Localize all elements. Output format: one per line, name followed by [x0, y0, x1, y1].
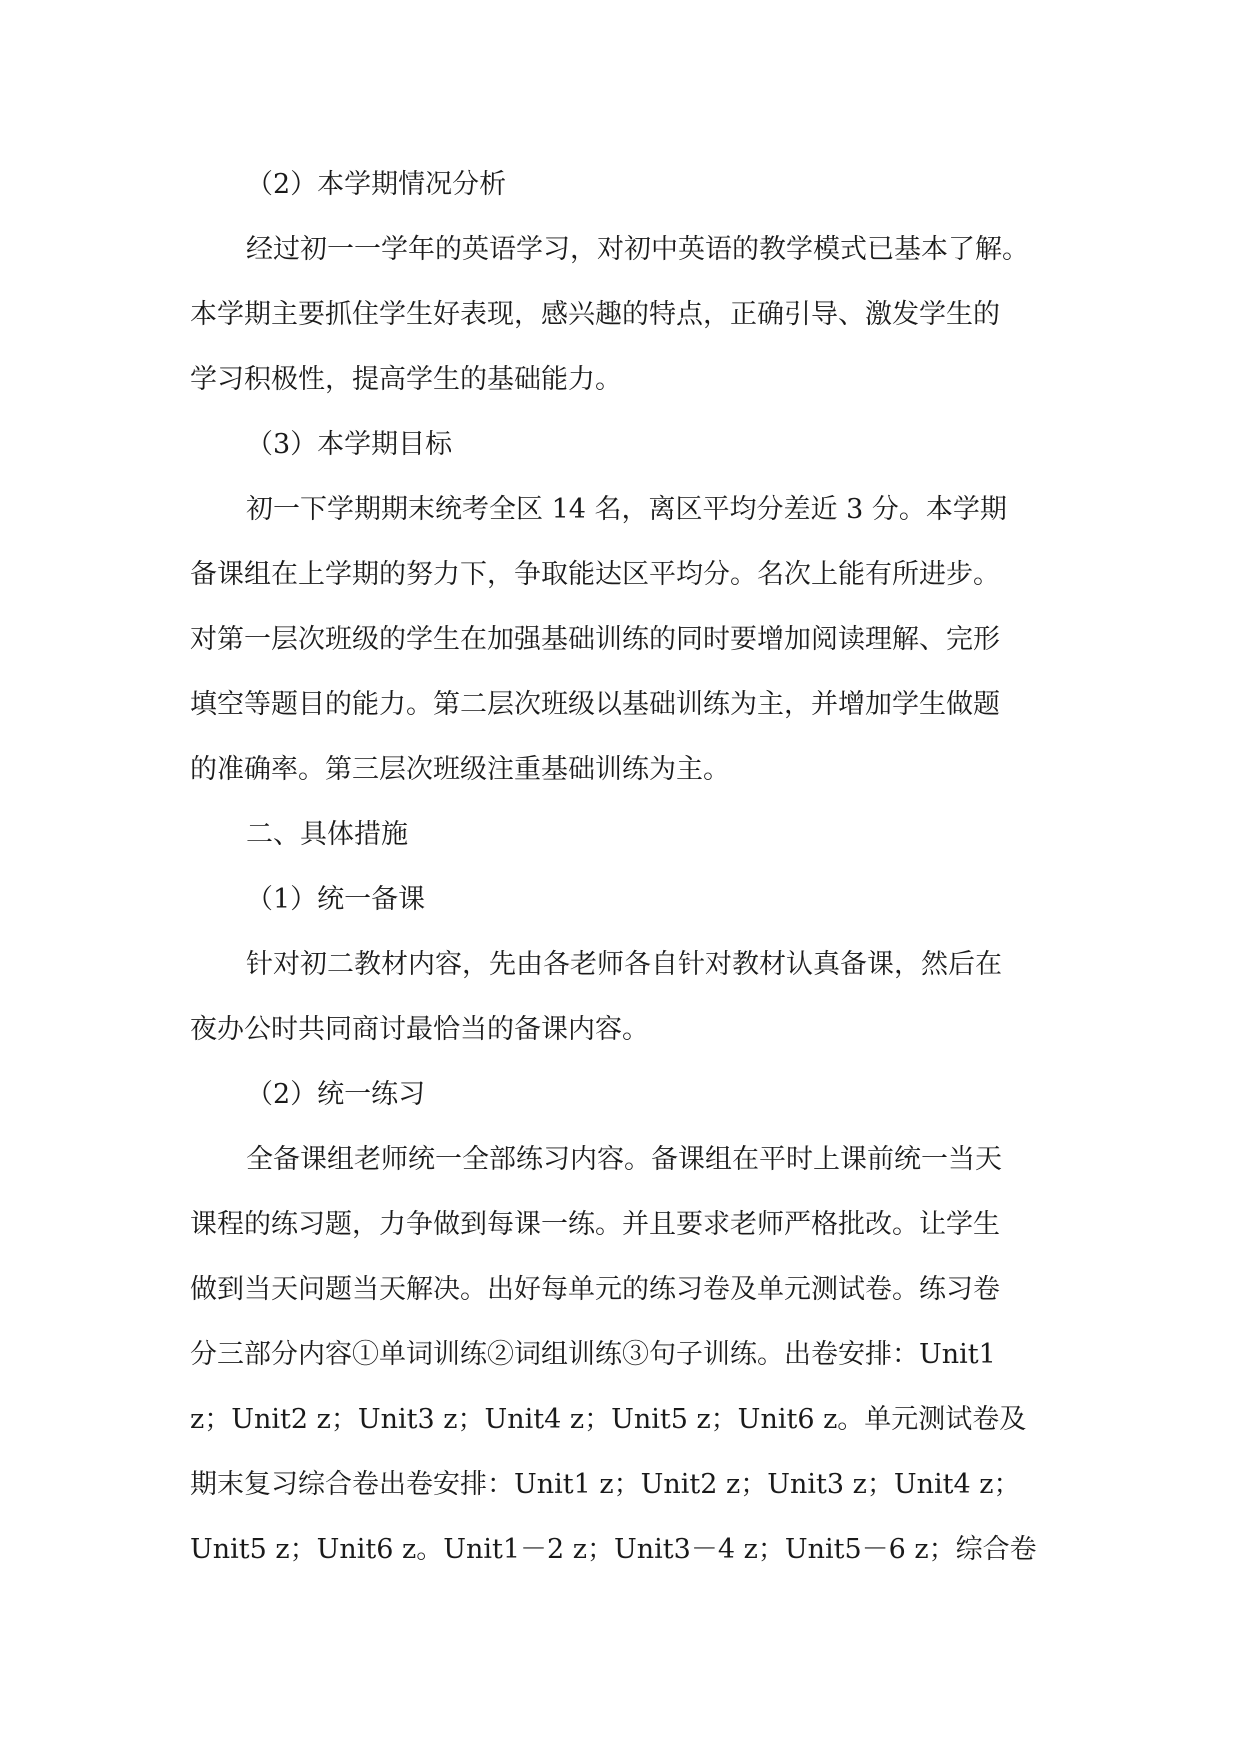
text-line: Unit5 z；Unit6 z。Unit1－2 z；Unit3－4 z；Unit5－6 z；综合卷 [190, 1534, 1037, 1565]
text-line: 经过初一一学年的英语学习，对初中英语的教学模式已基本了解。 [246, 234, 1029, 265]
document-body [190, 152, 1050, 1582]
text-line: （3）本学期目标 [246, 429, 453, 460]
text-line: 针对初二教材内容，先由各老师各自针对教材认真备课，然后在 [246, 949, 1002, 980]
text-line: 夜办公时共同商讨最恰当的备课内容。 [190, 1014, 649, 1045]
text-line: （2）本学期情况分析 [246, 169, 507, 200]
text-line: 分三部分内容①单词训练②词组训练③句子训练。出卷安排：Unit1 [190, 1339, 996, 1370]
text-line: 备课组在上学期的努力下，争取能达区平均分。名次上能有所进步。 [190, 559, 1000, 590]
text-line: 的准确率。第三层次班级注重基础训练为主。 [190, 754, 730, 785]
text-line: （2）统一练习 [246, 1079, 426, 1110]
text-line: 初一下学期期末统考全区 14 名，离区平均分差近 3 分。本学期 [246, 494, 1007, 525]
text-line: 做到当天问题当天解决。出好每单元的练习卷及单元测试卷。练习卷 [190, 1274, 1000, 1305]
text-line: 学习积极性，提高学生的基础能力。 [190, 364, 622, 395]
text-line: 课程的练习题，力争做到每课一练。并且要求老师严格批改。让学生 [190, 1209, 1000, 1240]
text-line: z；Unit2 z；Unit3 z；Unit4 z；Unit5 z；Unit6 z。单元测试卷及 [190, 1404, 1027, 1435]
text-line: 本学期主要抓住学生好表现，感兴趣的特点，正确引导、激发学生的 [190, 299, 1000, 330]
text-line: （1）统一备课 [246, 884, 426, 915]
text-line: 全备课组老师统一全部练习内容。备课组在平时上课前统一当天 [246, 1144, 1002, 1175]
text-line: 二、具体措施 [246, 819, 408, 850]
text-line: 期末复习综合卷出卷安排：Unit1 z；Unit2 z；Unit3 z；Unit4 z； [190, 1469, 1021, 1500]
text-line: 对第一层次班级的学生在加强基础训练的同时要增加阅读理解、完形 [190, 624, 1000, 655]
text-line: 填空等题目的能力。第二层次班级以基础训练为主，并增加学生做题 [190, 689, 1000, 720]
